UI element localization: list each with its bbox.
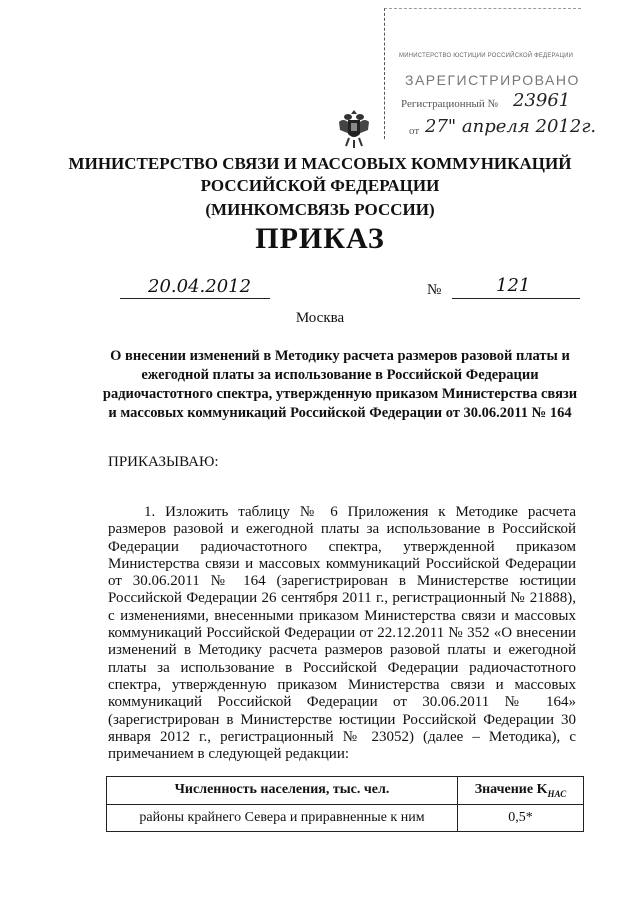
order-number: 121 <box>496 275 531 296</box>
stamp-ministry-line: МИНИСТЕРСТВО ЮСТИЦИИ РОССИЙСКОЙ ФЕДЕРАЦИИ <box>399 53 574 59</box>
table-header-population: Численность населения, тыс. чел. <box>107 777 458 805</box>
city: Москва <box>295 310 345 326</box>
document-type-title: ПРИКАЗ <box>255 222 385 255</box>
stamp-reg-date: 27" апреля 2012г. <box>425 116 597 137</box>
paragraph-1: 1. Изложить таблицу № 6 Приложения к Методике расчета размеров разовой и ежегодной платы за использование в Российской Федерации радиочастотного спектра, утвержденной приказом Министерства связи и массовых коммуникаций Российской Федерации от 30.06.2011 № 164 (зарегистрирован в Министерстве юстиции Российской Федерации 26 сентября 2011 г., регистрационный № 21888), с изменениями, внесенными приказом Министерства связи и массовых коммуникаций Российской Федерации от 22.12.2011 № 352 «О внесении изменений в Методику расчета размеров разовой платы и ежегодной платы за использование в Российской Федерации радиочастотного спектра, утвержденную приказом Министерства связи и массовых коммуникаций Российской Федерации от 30.06.2011 № 164» (зарегистрирован в Министерстве юстиции Российской Федерации 30 января 2012 г., регистрационный № 23052) (далее – Методика), с примечанием в следующей редакции: <box>108 504 576 763</box>
table-row <box>107 804 584 831</box>
number-sign: № <box>427 282 442 298</box>
ministry-title-line2: РОССИЙСКОЙ ФЕДЕРАЦИИ <box>200 176 440 195</box>
stamp-reg-number: 23961 <box>513 90 571 111</box>
order-date: 20.04.2012 <box>148 276 252 297</box>
stamp-registered-label: ЗАРЕГИСТРИРОВАНО <box>405 72 580 88</box>
table-cell-value: 0,5* <box>458 804 584 831</box>
order-word: ПРИКАЗЫВАЮ: <box>108 454 219 470</box>
ministry-title-line1: МИНИСТЕРСТВО СВЯЗИ И МАССОВЫХ КОММУНИКАЦИЙ <box>68 154 572 173</box>
stamp-from-label: от <box>409 125 420 137</box>
table-header-value: Значение $K_{НАС}$ <box>458 777 584 805</box>
population-coefficient-table <box>106 776 584 832</box>
order-subject: О внесении изменений в Методику расчета размеров разовой платы и ежегодной платы за использование в Российской Федерации радиочастотного спектра, утвержденную приказом Министерства связи и массовых коммуникаций Российской Федерации от 30.06.2011 № 164 <box>102 348 578 421</box>
registration-stamp <box>384 8 597 139</box>
table-header-row <box>107 777 584 805</box>
coat-of-arms-icon <box>337 108 371 150</box>
stamp-reg-number-label: Регистрационный № <box>401 98 499 110</box>
ministry-short-name: (МИНКОМСВЯЗЬ РОССИИ) <box>205 200 435 219</box>
table-cell-region: районы крайнего Севера и приравненные к ним <box>107 804 458 831</box>
